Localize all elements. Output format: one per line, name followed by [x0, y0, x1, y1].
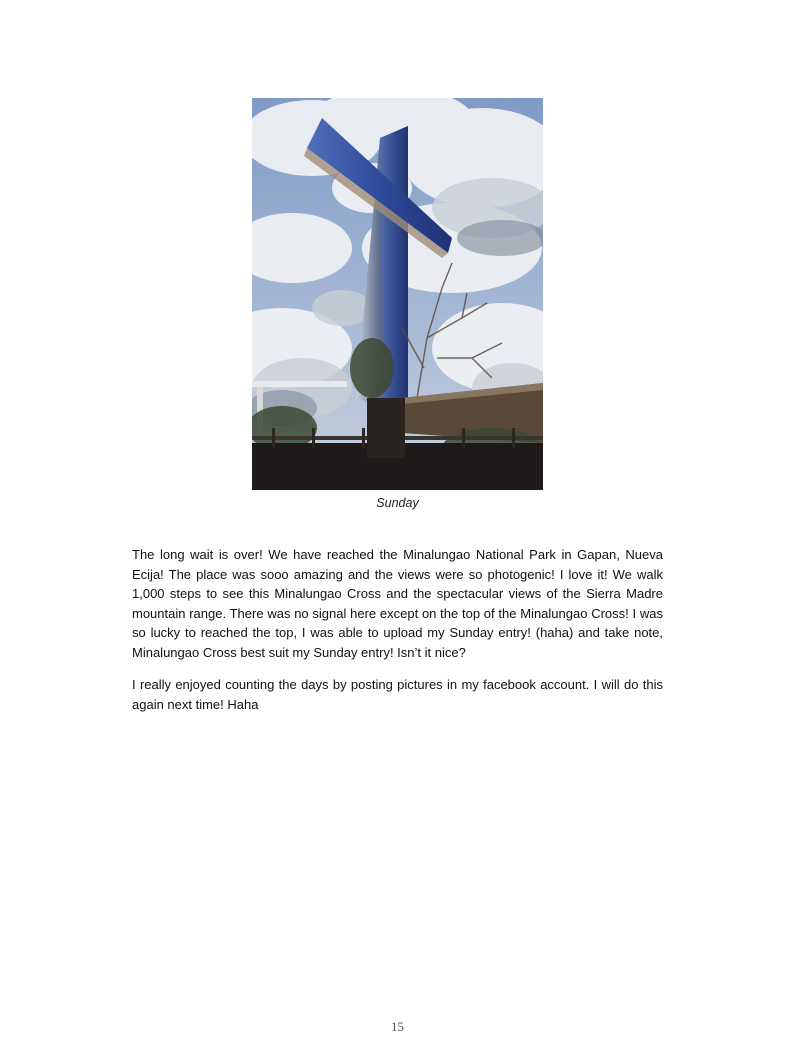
- body-text: [132, 545, 663, 727]
- minalungao-cross-photo: [252, 98, 543, 490]
- paragraph-1: The long wait is over! We have reached the Minalungao National Park in Gapan, Nueva Ecija! The place was sooo amazing and the views were so photogenic! I love it! We walk 1,000 steps to see this Minalungao Cross and the spectacular views of the Sierra Madre mountain range. There was no signal here except on the top of the Minalungao Cross! I was so lucky to reached the top, I was able to upload my Sunday entry! (haha) and take note, Minalungao Cross best suit my Sunday entry! Isn’t it nice?: [132, 547, 663, 660]
- photo-caption: Sunday: [376, 496, 419, 510]
- paragraph-2: I really enjoyed counting the days by posting pictures in my facebook account. I will do this again next time! Haha: [132, 677, 663, 712]
- page-number: 15: [391, 1019, 404, 1034]
